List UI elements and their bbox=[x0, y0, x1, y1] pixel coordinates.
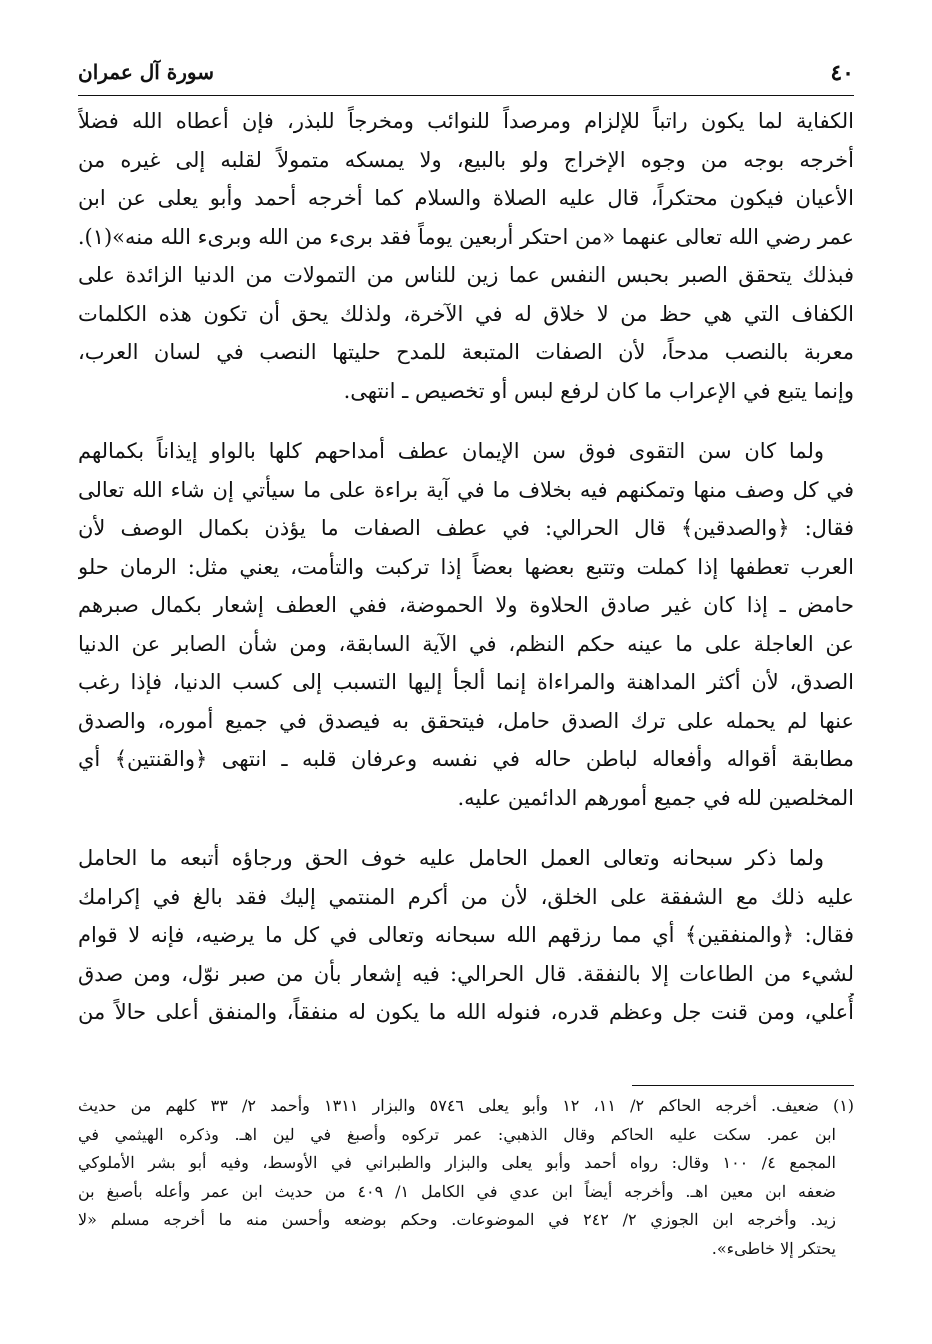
footnote-line: المجمع ٤/ ١٠٠ وقال: رواه أحمد وأبو يعلى والبزار والطبراني في الأوسط، وفيه أبو بشر الأملوكي bbox=[78, 1153, 836, 1172]
footnote-line: ضعفه ابن معين اهـ. وأخرجه أيضاً ابن عدي في الكامل ١/ ٤٠٩ من حديث ابن عمر وأعله بأصبغ بن bbox=[78, 1181, 837, 1201]
footnotes bbox=[78, 1092, 854, 1263]
text-line: ولما كان سن التقوى فوق سن الإيمان عطف أمداحهم كلها بالواو إيذاناً بكمالهم bbox=[78, 439, 824, 463]
footnote-line: (١) ضعيف. أخرجه الحاكم ٢/ ١١، ١٢ وأبو يعلى ٥٧٤٦ والبزار ١٣١١ وأحمد ٢/ ٣٣ كلهم من حديث bbox=[78, 1096, 854, 1115]
text-line: أخرجه بوجه من وجوه الإخراج ولو بالبيع، ولا يمسكه متمولاً لقلبه إلى غيره من bbox=[78, 147, 854, 172]
page-header bbox=[78, 58, 854, 94]
text-line: ولما ذكر سبحانه وتعالى العمل الحامل عليه خوف الحق ورجاؤه أتبعه ما الحامل bbox=[78, 846, 824, 870]
paragraph bbox=[78, 432, 854, 817]
text-line: العرب تعطفها إذا كملت وتتبع بعضها بعضاً إذا تركبت والتأمت، يعني مثل: الرمان حلو bbox=[78, 554, 854, 579]
text-line: في كل وصف منها وتمكنهم فيه بخلاف ما في آية براءة على ما سيأتي إن شاء الله تعالى bbox=[78, 477, 854, 502]
footnote-line: ابن عمر. سكت عليه الحاكم وقال الذهبي: عمر تركوه وأصبغ في لين اهـ. وذكره الهيثمي في bbox=[78, 1124, 836, 1144]
text-line: أُعلي، ومن قنت جل وعظم قدره، فنوله الله ما يكون له منفقاً، والمنفق أعلى حالاً من bbox=[78, 1000, 854, 1024]
main-text bbox=[78, 102, 854, 1054]
text-line: الكفاف التي هي حظ من لا خلاق له في الآخرة، ولذلك يحق أن تكون هذه الكلمات bbox=[78, 301, 854, 326]
text-line: الصدق، لأن أكثر المداهنة والمراءاة إنما ألجأ إليها التسبب إلى كسب الدنيا، فإذا رغب bbox=[78, 670, 854, 694]
footnote-divider bbox=[632, 1085, 854, 1086]
text-line: مطابقة أقواله وأفعاله لباطن حاله في نفسه وعرفان قلبه ـ انتهى ﴿والقنتين﴾ أي bbox=[78, 747, 854, 771]
text-line: عليه ذلك مع الشفقة على الخلق، لأن من أكرم المنتمي إليك فقد بالغ في إكرامك bbox=[78, 884, 854, 909]
text-line: حامض ـ إذا كان غير صادق الحلاوة ولا الحموضة، ففي العطف إشعار بكمال صبرهم bbox=[78, 593, 854, 617]
text-line: الأعيان فيكون محتكراً، قال عليه الصلاة والسلام كما أخرجه أحمد وأبو يعلى عن ابن bbox=[78, 186, 854, 210]
text-line: عن العاجلة على ما عينه حكم النظم، في الآية السابقة، ومن شأن الصابر عن الدنيا bbox=[78, 631, 854, 656]
text-line: عمر رضي الله تعالى عنهما «من احتكر أربعين يوماً فقد برىء من الله وبرىء الله منه»(١). bbox=[78, 224, 854, 249]
paragraph bbox=[78, 102, 854, 410]
text-line: فقال: ﴿والصدقين﴾ قال الحرالي: في عطف الصفات ما يؤذن بكمال الوصف لأن bbox=[78, 516, 854, 540]
page-number: ٤٠ bbox=[830, 60, 854, 86]
text-line: فبذلك يتحقق الصبر بحبس النفس عما زين للناس من التمولات من الدنيا الزائدة على bbox=[78, 263, 854, 287]
paragraph bbox=[78, 839, 854, 1032]
text-line: فقال: ﴿والمنفقين﴾ أي مما رزقهم الله سبحانه وتعالى في كل ما يرضيه، فإنه لا قوام bbox=[78, 923, 854, 947]
text-line: لشيء من الطاعات إلا بالنفقة. قال الحرالي: فيه إشعار بأن من صبر نوّل، ومن صدق bbox=[78, 961, 854, 986]
header-divider bbox=[78, 95, 854, 96]
footnote-line: يحتكر إلا خاطىء». bbox=[711, 1238, 836, 1258]
footnote-line: زيد. وأخرجه ابن الجوزي ٢/ ٢٤٢ في الموضوعات. وحكم بوضعه وأحسن منه ما أخرجه مسلم «لا bbox=[78, 1210, 837, 1229]
text-line: معربة بالنصب مدحاً، لأن الصفات المتبعة للمدح حليتها النصب في لسان العرب، bbox=[78, 340, 854, 364]
surah-title: سورة آل عمران bbox=[78, 60, 215, 84]
text-line: الكفاية لما يكون راتباً للإلزام ومرصداً للنوائب ومخرجاً للبذر، فإن أعطاه الله فضلاً bbox=[78, 109, 854, 133]
text-line: المخلصين لله في جميع أمورهم الدائمين عليه. bbox=[457, 785, 854, 810]
text-line: وإنما يتبع في الإعراب ما كان لرفع لبس أو تخصيص ـ انتهى. bbox=[343, 378, 854, 403]
text-line: عنها لم يحمله على ترك الصدق حامل، فيتحقق به فيصدق في جميع أموره، والصدق bbox=[78, 708, 854, 733]
